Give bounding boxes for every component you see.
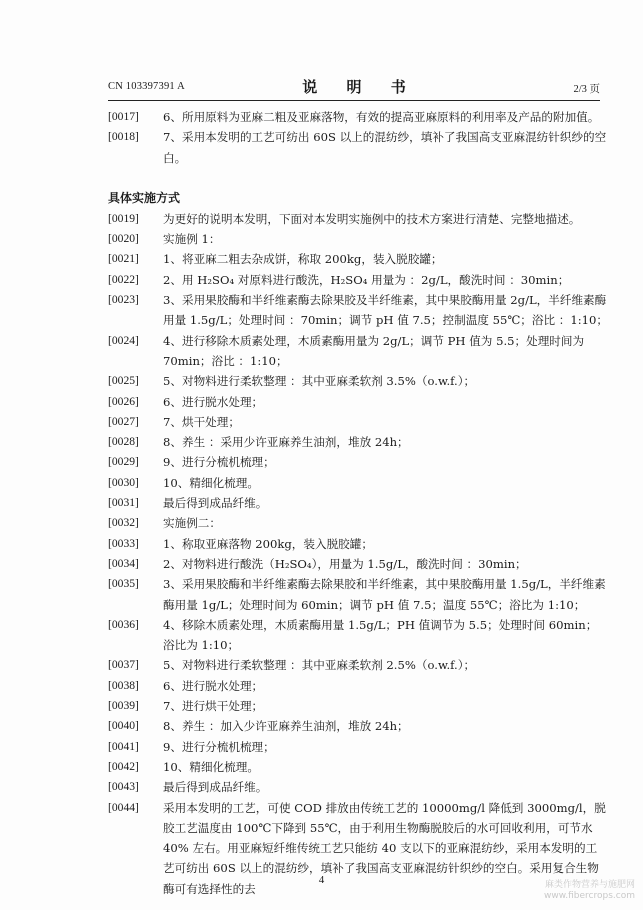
paragraph-number: [0021] <box>108 252 139 266</box>
paragraph-text: 9、进行分梳机梳理； <box>163 739 275 754</box>
paragraph-text: 实施例二： <box>163 516 221 531</box>
paragraph-text: 8、养生 ：加入少许亚麻养生油剂，堆放 24h； <box>163 719 409 734</box>
paragraph-text: 实施例 1： <box>163 232 221 247</box>
paragraph-number: [0019] <box>108 211 139 225</box>
watermark-url: www.fibercrops.com <box>544 891 635 901</box>
paragraph <box>108 452 608 472</box>
paragraph-text: 1、称取亚麻落物 200kg，装入脱胶罐； <box>163 536 373 551</box>
paragraph-number: [0031] <box>108 496 139 510</box>
paragraph <box>108 249 608 269</box>
paragraph-text: 2、对物料进行酸洗（H₂SO₄），用量为 1.5g/L，酸洗时间 ：30min； <box>163 556 527 571</box>
paragraph-number: [0018] <box>108 130 139 144</box>
paragraph <box>108 371 608 391</box>
paragraph <box>108 270 608 290</box>
paragraphs-top <box>108 107 608 168</box>
paragraph-number: [0038] <box>108 678 139 692</box>
paragraph <box>108 716 608 736</box>
paragraph-number: [0025] <box>108 374 139 388</box>
header-divider <box>108 100 600 101</box>
paragraph-text: 最后得到成品纤维。 <box>163 780 268 795</box>
paragraph-text: 9、进行分梳机梳理； <box>163 455 275 470</box>
paragraph-number: [0033] <box>108 536 139 550</box>
paragraph <box>108 412 608 432</box>
paragraph <box>108 757 608 777</box>
paragraph-number: [0032] <box>108 516 139 530</box>
paragraph <box>108 392 608 412</box>
paragraph <box>108 432 608 452</box>
paragraph-text: 10、精细化梳理。 <box>163 759 259 774</box>
paragraph-text: 采用本发明的工艺，可使 COD 排放由传统工艺的 10000mg/l 降低到 3000mg/l，脱胶工艺温度由 100℃下降到 55℃，由于利用生物酶脱胶后的水可回收利用，可节水 40% 左右。用亚麻短纤维传统工艺只能纺 40 支以下的亚麻混纺纱，采用本发明的工艺可纺出 60S 以上的混纺纱，填补了我国高支亚麻混纺针织纱的空白。采用复合生物酶可有选择性的去 <box>163 800 606 896</box>
paragraph <box>108 737 608 757</box>
section-heading: 具体实施方式 <box>108 190 181 205</box>
paragraph-number: [0024] <box>108 333 139 347</box>
paragraph <box>108 534 608 554</box>
paragraph-number: [0030] <box>108 475 139 489</box>
paragraph <box>108 777 608 797</box>
paragraph <box>108 127 608 168</box>
paragraphs-main <box>108 209 608 899</box>
paragraph <box>108 676 608 696</box>
paragraph <box>108 290 608 331</box>
paragraph-text: 7、采用本发明的工艺可纺出 60S 以上的混纺纱，填补了我国高支亚麻混纺针织纱的空白。 <box>163 130 607 165</box>
paragraph-text: 7、进行烘干处理； <box>163 699 264 714</box>
paragraph-text: 4、进行移除木质素处理，木质素酶用量为 2g/L；调节 PH 值为 5.5；处理时间为 70min；浴比 ：1:10； <box>163 333 585 368</box>
paragraph-number: [0036] <box>108 617 139 631</box>
paragraph-number: [0017] <box>108 110 139 123</box>
footer-page-number: 4 <box>318 874 325 886</box>
page-indicator: 2/3 页 <box>573 84 600 95</box>
paragraph <box>108 331 608 372</box>
paragraph-number: [0029] <box>108 455 139 469</box>
paragraph-number: [0037] <box>108 658 139 672</box>
paragraph <box>108 615 608 656</box>
paragraph <box>108 229 608 249</box>
paragraph-number: [0027] <box>108 414 139 428</box>
paragraph <box>108 655 608 675</box>
paragraph-text: 10、精细化梳理。 <box>163 475 259 490</box>
paragraph-number: [0042] <box>108 759 139 773</box>
paragraph-number: [0028] <box>108 435 139 449</box>
document-title: 说 明 书 <box>302 78 418 96</box>
paragraph <box>108 513 608 533</box>
paragraph <box>108 554 608 574</box>
paragraph-text: 8、养生 ：采用少许亚麻养生油剂，堆放 24h； <box>163 435 409 450</box>
paragraph-number: [0022] <box>108 272 139 286</box>
paragraph-number: [0040] <box>108 719 139 733</box>
paragraph-text: 1、将亚麻二粗去杂成饼，称取 200kg，装入脱胶罐； <box>163 252 443 267</box>
paragraph <box>108 696 608 716</box>
paragraph-text: 6、进行脱水处理； <box>163 678 264 693</box>
paragraph-text: 3、采用果胶酶和半纤维素酶去除果胶和半纤维素，其中果胶酶用量 1.5g/L，半纤维素酶用量 1g/L；处理时间为 60min；调节 pH 值 7.5；温度 55℃；浴比为 1:10； <box>163 577 606 612</box>
paragraph-text: 5、对物料进行柔软整理 ：其中亚麻柔软剂 3.5%（o.w.f.）； <box>163 374 476 389</box>
paragraph <box>108 574 608 615</box>
paragraph-text: 7、烘干处理； <box>163 414 240 429</box>
paragraph-text: 6、进行脱水处理； <box>163 394 264 409</box>
paragraph-number: [0035] <box>108 577 139 591</box>
watermark-site-name: 麻类作物营养与施肥网 <box>544 880 635 890</box>
paragraph-number: [0041] <box>108 739 139 753</box>
paragraph-text: 4、移除木质素处理，木质素酶用量 1.5g/L；PH 值调节为 5.5；处理时间 60min；浴比为 1:10； <box>163 617 598 653</box>
paragraph <box>108 209 608 229</box>
paragraph-number: [0023] <box>108 293 139 307</box>
paragraph-number: [0043] <box>108 780 139 794</box>
publication-number: CN 103397391 A <box>108 81 185 92</box>
site-watermark <box>544 880 635 902</box>
paragraph-text: 6、所用原料为亚麻二粗及亚麻落物，有效的提高亚麻原料的利用率及产品的附加值。 <box>163 110 600 124</box>
paragraph-number: [0020] <box>108 232 139 246</box>
paragraph <box>108 493 608 513</box>
paragraph-text: 2、用 H₂SO₄ 对原料进行酸洗，H₂SO₄ 用量为 ：2g/L，酸洗时间 ：30min； <box>163 272 570 287</box>
page-header <box>108 74 600 100</box>
paragraph-number: [0039] <box>108 699 139 713</box>
description-body <box>108 107 608 899</box>
paragraph-number: [0026] <box>108 394 139 408</box>
paragraph-number: [0034] <box>108 556 139 570</box>
paragraph-number: [0044] <box>108 800 139 814</box>
paragraph-text: 为更好的说明本发明，下面对本发明实施例中的技术方案进行清楚、完整地描述。 <box>163 211 581 226</box>
paragraph <box>108 473 608 493</box>
paragraph <box>108 107 608 127</box>
paragraph-text: 5、对物料进行柔软整理 ：其中亚麻柔软剂 2.5%（o.w.f.）； <box>163 658 476 673</box>
paragraph-text: 3、采用果胶酶和半纤维素酶去除果胶及半纤维素，其中果胶酶用量 2g/L，半纤维素酶用量 1.5g/L；处理时间 ：70min；调节 pH 值 7.5；控制温度 55℃；浴比 ：1:10； <box>163 293 608 328</box>
paragraph-text: 最后得到成品纤维。 <box>163 496 268 511</box>
